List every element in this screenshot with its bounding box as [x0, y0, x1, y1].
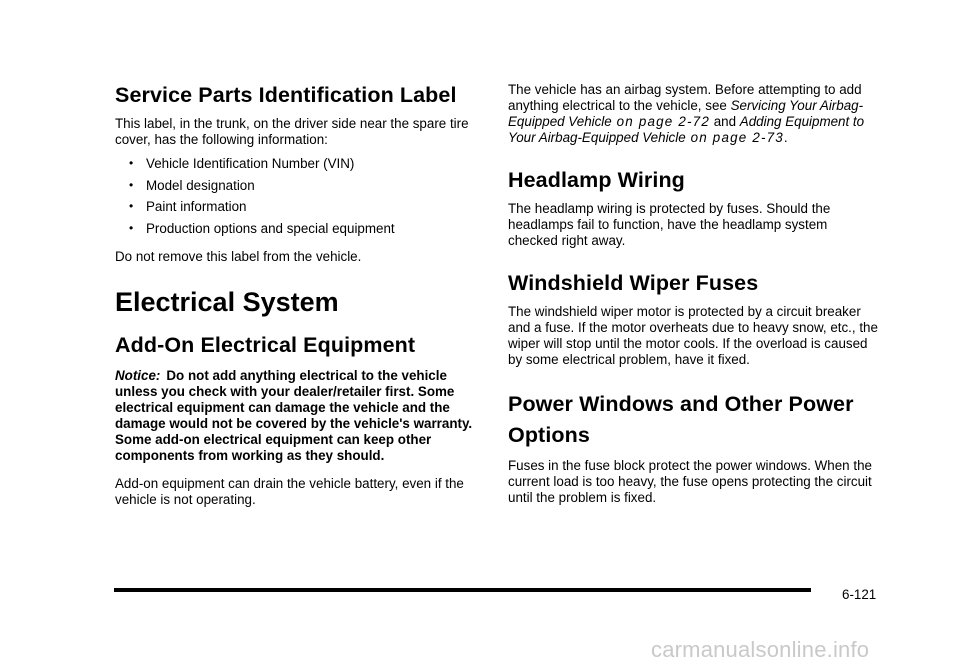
bullet-icon: •: [129, 199, 134, 213]
footer-rule: [114, 588, 811, 592]
bullet-icon: •: [129, 156, 134, 170]
left-column: [115, 82, 487, 508]
list-item: • Paint information: [129, 199, 247, 214]
wiper-fuses-heading: Windshield Wiper Fuses: [508, 271, 759, 295]
watermark: carmanualsonline.info: [651, 637, 870, 662]
list-item: • Vehicle Identification Number (VIN): [129, 156, 355, 171]
notice-label: Notice:: [115, 367, 161, 383]
wiper-fuses-text: The windshield wiper motor is protected by a circuit breaker and a fuse. If the motor overheats due to heavy snow, etc., the wiper will stop until the motor cools. If the overload is caused by some electrical problem, have it fixed.: [508, 304, 878, 367]
headlamp-wiring-text: The headlamp wiring is protected by fuses. Should the headlamps fail to function, have the headlamp system checked right away.: [508, 201, 831, 248]
bullet-icon: •: [129, 177, 134, 192]
notice-paragraph: [115, 368, 487, 464]
add-on-battery-text: Add-on equipment can drain the vehicle battery, even if the vehicle is not operating.: [115, 475, 464, 507]
notice-text: Do not add anything electrical to the vehicle unless you check with your dealer/retailer first. Some electrical equipment can damage the vehicle and the damage would not be covered by the vehicle's warranty. Some add-on electrical equipment can keep other components from working as they should.: [115, 367, 473, 463]
list-item: • Production options and special equipment: [129, 220, 395, 236]
power-windows-text: Fuses in the fuse block protect the power windows. When the current load is too heavy, the fuse opens protecting the circuit until the problem is fixed.: [508, 458, 872, 505]
label-info-list: [115, 156, 487, 237]
page-number: 6-121: [842, 587, 877, 602]
electrical-system-heading: Electrical System: [115, 286, 339, 317]
service-parts-heading: Service Parts Identification Label: [115, 83, 457, 107]
headlamp-wiring-heading: Headlamp Wiring: [508, 168, 685, 192]
right-column: [508, 82, 878, 506]
power-windows-heading: Power Windows and Other Power Options: [508, 392, 854, 447]
service-parts-outro: Do not remove this label from the vehicle.: [115, 248, 362, 264]
list-item: • Model designation: [129, 177, 255, 193]
servicing-airbag-link[interactable]: Servicing Your Airbag-Equipped Vehicle: [508, 98, 864, 129]
page-ref[interactable]: on page 2-73: [685, 130, 784, 145]
add-on-equipment-heading: Add-On Electrical Equipment: [115, 332, 416, 357]
airbag-paragraph: The vehicle has an airbag system. Before attempting to add anything electrical to the vehicle, see Servicing Your Airbag-Equipped Vehicle on page 2-72 and Adding Equipment to Your Airbag-Equipped Vehicle on page 2-73.: [508, 82, 865, 145]
service-parts-intro: This label, in the trunk, on the driver side near the spare tire cover, has the following information:: [115, 116, 469, 147]
page-ref[interactable]: on page 2-72: [611, 114, 710, 129]
bullet-icon: •: [129, 220, 134, 235]
adding-equipment-link[interactable]: Adding Equipment to Your Airbag-Equipped Vehicle: [508, 114, 865, 145]
